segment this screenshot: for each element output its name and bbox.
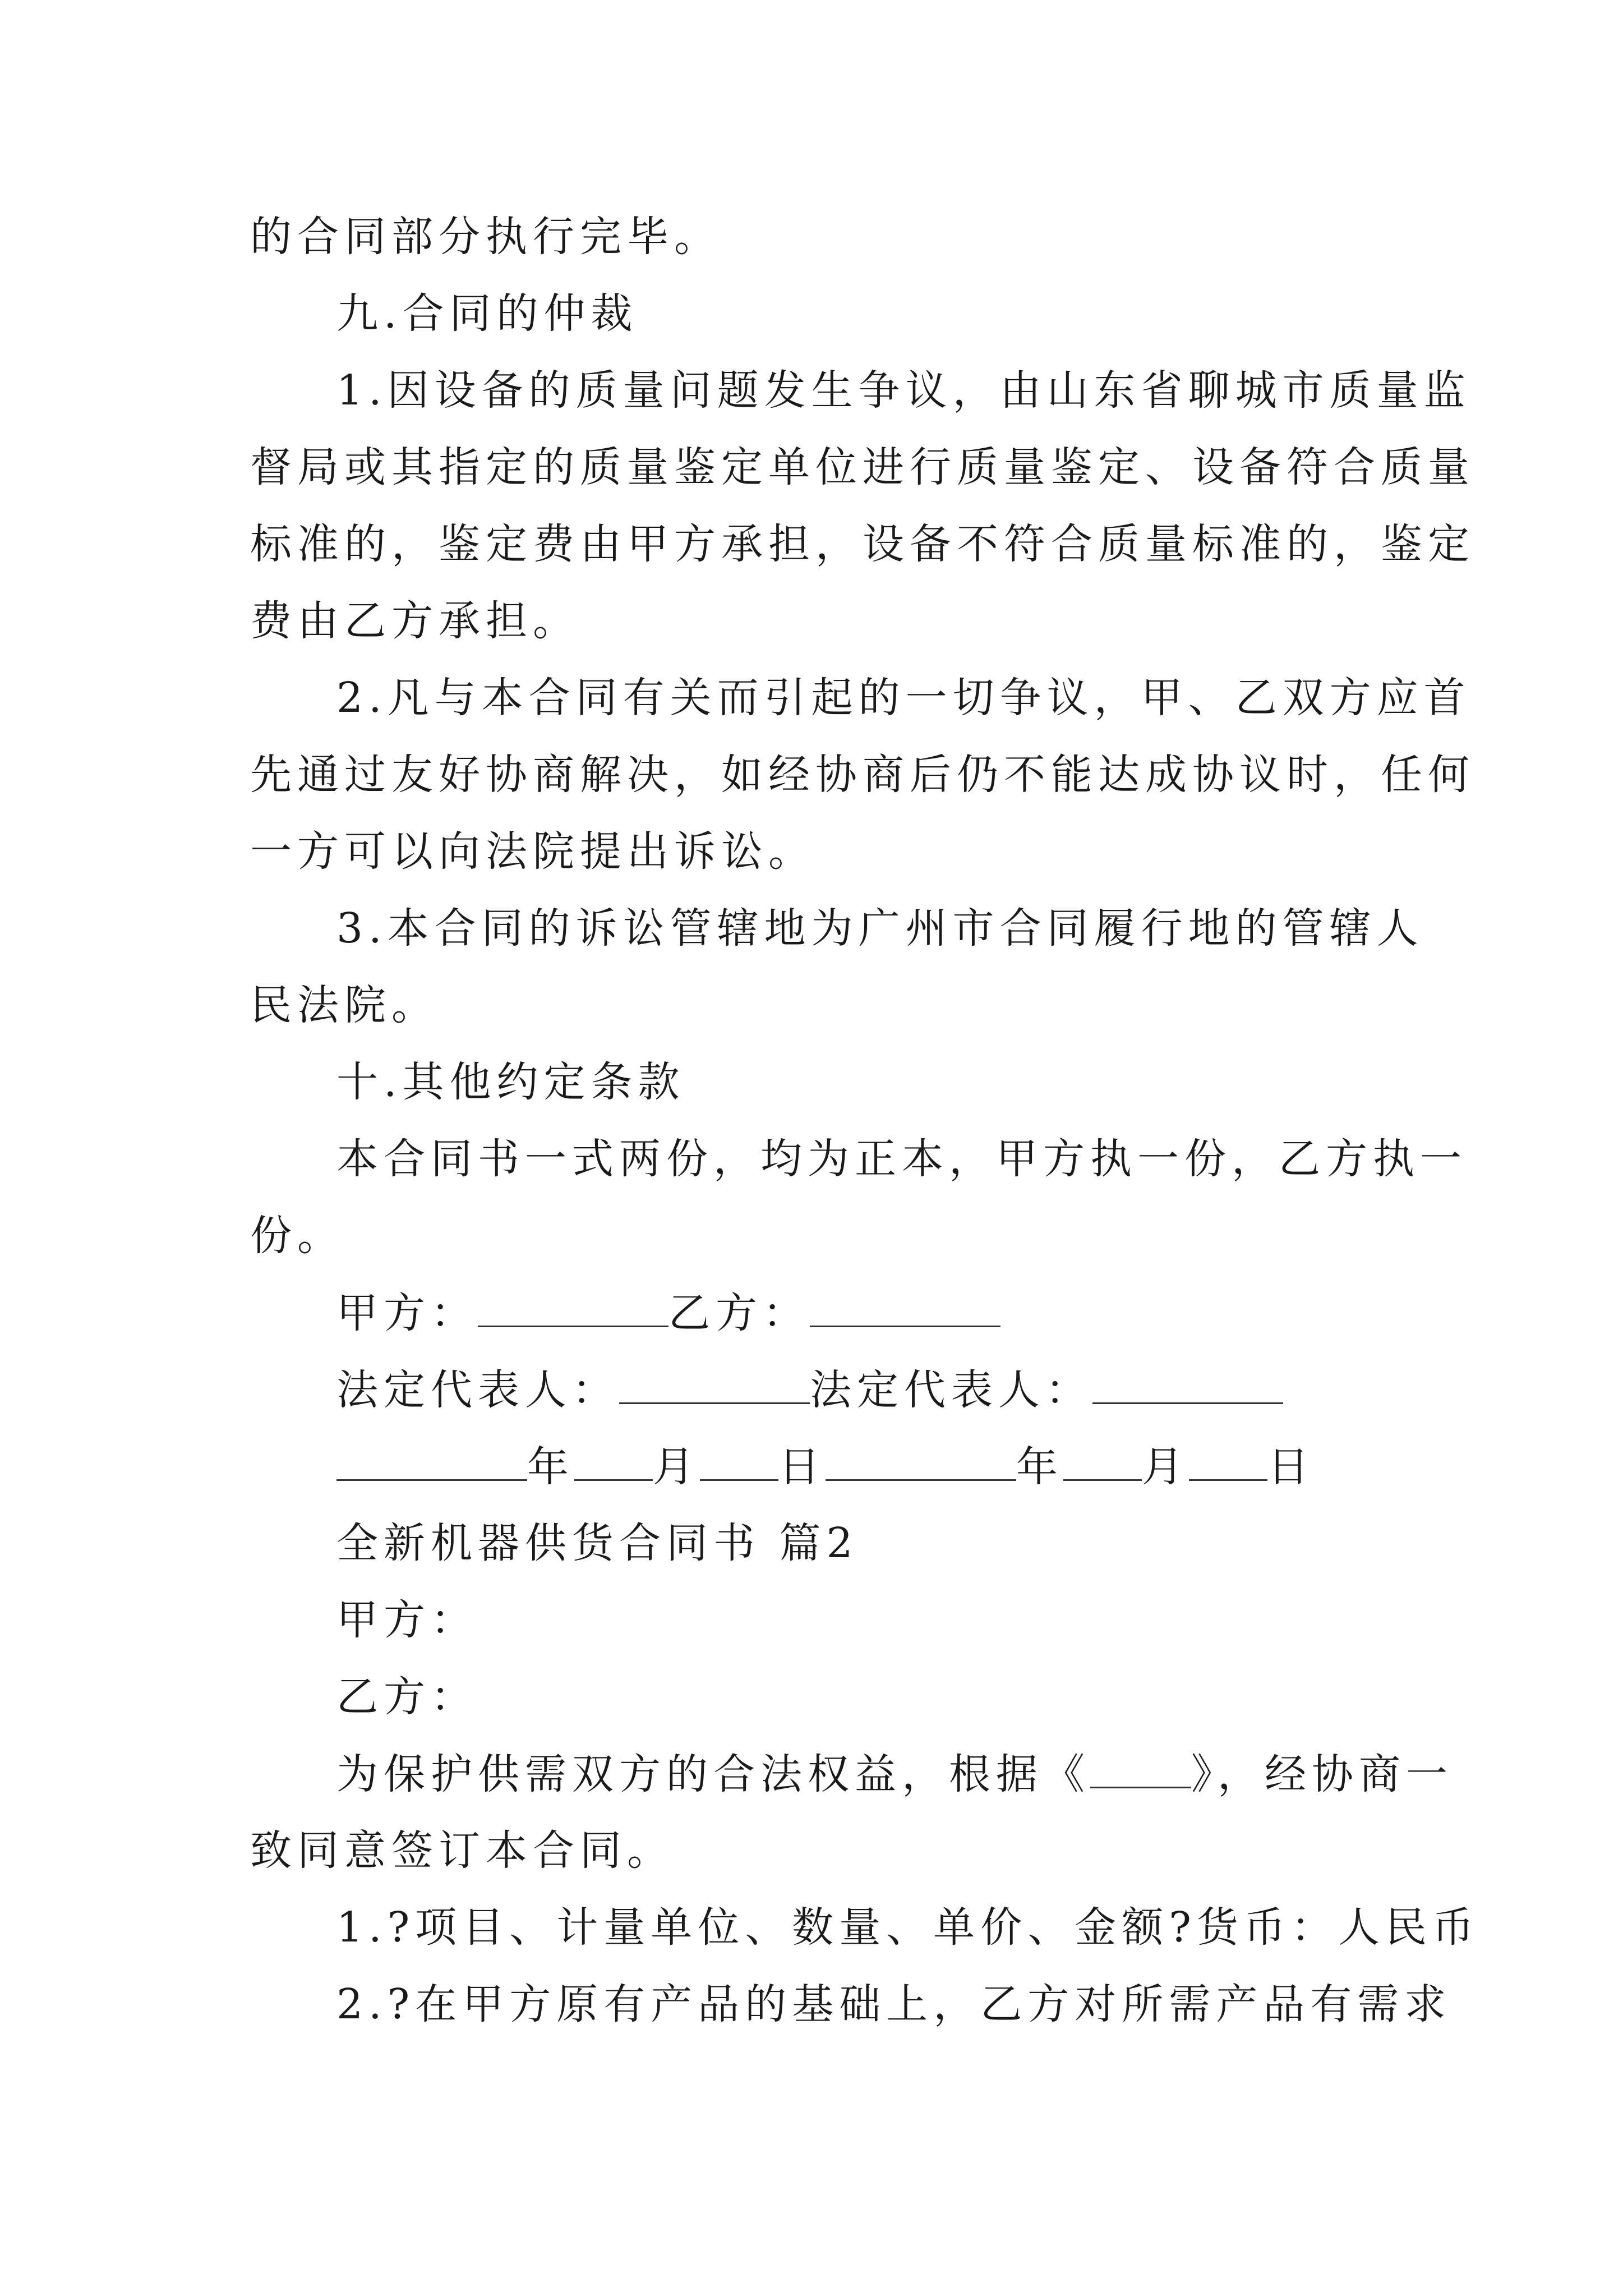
year-a-label: 年	[527, 1443, 574, 1491]
text-line: 致同意签订本合同。	[250, 1826, 674, 1875]
party-a-line: 甲方：	[336, 1596, 478, 1644]
month-a-blank	[574, 1446, 653, 1481]
text-line: 份。	[250, 1212, 344, 1260]
day-a-blank	[700, 1446, 778, 1481]
month-a-label: 月	[653, 1443, 700, 1491]
year-a-blank	[336, 1446, 527, 1481]
text-line: 本合同书一式两份，均为正本，甲方执一份，乙方执一	[336, 1135, 1467, 1183]
day-a-label: 日	[778, 1443, 826, 1491]
document-title: 全新机器供货合同书 篇2	[336, 1519, 859, 1567]
party-a-label: 甲方：	[336, 1289, 478, 1337]
text-line: 的合同部分执行完毕。	[250, 213, 721, 261]
party-a-blank	[478, 1292, 668, 1327]
text-line: 2.凡与本合同有关而引起的一切争议，甲、乙双方应首	[336, 674, 1471, 722]
year-b-blank	[826, 1446, 1016, 1481]
intro-text-after: 》，经协商一	[1191, 1750, 1453, 1798]
text-line: 1.因设备的质量问题发生争议，由山东省聊城市质量监	[336, 366, 1471, 415]
text-line: 标准的，鉴定费由甲方承担，设备不符合质量标准的，鉴定	[250, 520, 1475, 568]
text-line: 先通过友好协商解决，如经协商后仍不能达成协议时，任何	[250, 751, 1475, 799]
party-b-line: 乙方：	[336, 1673, 478, 1721]
text-line: 1.?项目、计量单位、数量、单价、金额?货币：人民币	[336, 1903, 1479, 1952]
day-b-blank	[1189, 1446, 1267, 1481]
text-line: 民法院。	[250, 981, 439, 1029]
rep-a-blank	[619, 1369, 810, 1404]
rep-a-label: 法定代表人：	[336, 1366, 619, 1414]
month-b-blank	[1063, 1446, 1142, 1481]
rep-b-label: 法定代表人：	[810, 1366, 1092, 1414]
intro-text-before: 为保护供需双方的合法权益，根据《	[336, 1750, 1090, 1798]
day-b-label: 日	[1267, 1443, 1315, 1491]
text-line: 一方可以向法院提出诉讼。	[250, 827, 815, 876]
law-name-blank	[1090, 1753, 1191, 1788]
date-line	[336, 1443, 1315, 1491]
text-line: 2.?在甲方原有产品的基础上，乙方对所需产品有需求	[336, 1980, 1452, 2028]
text-line: 3.本合同的诉讼管辖地为广州市合同履行地的管辖人	[336, 904, 1424, 953]
text-line: 费由乙方承担。	[250, 597, 580, 645]
representative-signature-line	[336, 1366, 1283, 1414]
party-signature-line	[336, 1289, 1000, 1337]
rep-b-blank	[1092, 1369, 1283, 1404]
section-heading: 九.合同的仲裁	[336, 289, 638, 338]
year-b-label: 年	[1016, 1443, 1063, 1491]
section-heading: 十.其他约定条款	[336, 1058, 685, 1106]
intro-line	[336, 1750, 1453, 1798]
month-b-label: 月	[1142, 1443, 1189, 1491]
party-b-label: 乙方：	[668, 1289, 810, 1337]
party-b-blank	[810, 1292, 1000, 1327]
text-line: 督局或其指定的质量鉴定单位进行质量鉴定、设备符合质量	[250, 443, 1475, 491]
